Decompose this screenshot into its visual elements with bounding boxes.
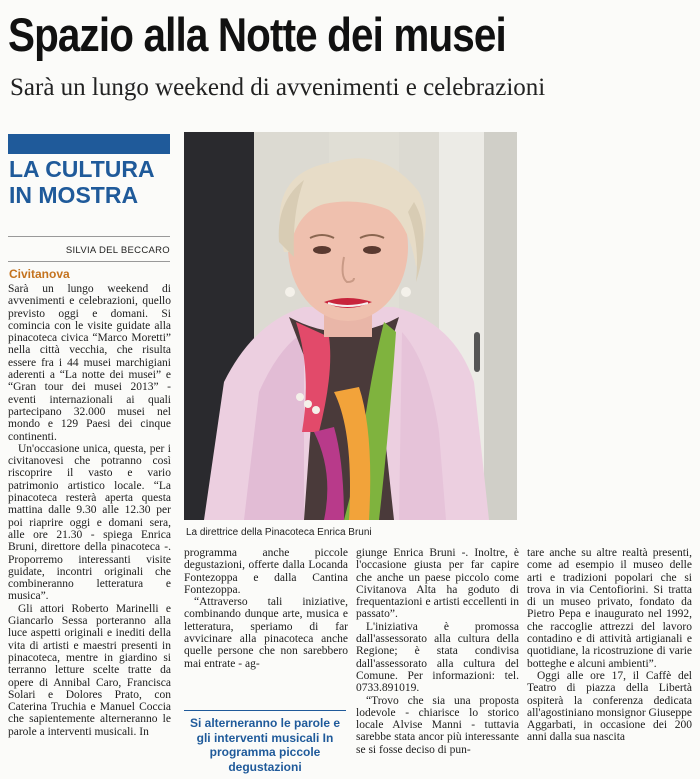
paragraph: Un'occasione unica, questa, per i civitanovesi che potranno così riscoprire il vasto e vario patrimonio artistico locale. “La pinacoteca resterà aperta questa mattina dalle 9.30 alle 12.30 per poi riaprire oggi e domani sera, alle ore 21.30 - spiega Enrica Bruni, direttore della pinacoteca -. Proporremo interessanti visite guidate, incontri originali che combineranno letteratura e musica”.: [8, 442, 171, 603]
subheadline: Sarà un lungo weekend di avvenimenti e celebrazioni: [10, 74, 546, 101]
photo-caption: La direttrice della Pinacoteca Enrica Bruni: [186, 527, 372, 538]
article-column-2: [184, 547, 348, 707]
dateline: Civitanova: [9, 267, 70, 281]
byline-divider: [8, 261, 170, 262]
article-column-1: [8, 283, 171, 775]
paragraph: “Trovo che sia una proposta lodevole - chiarisce lo storico locale Alvise Manni - tuttavia sarebbe stata ancor più interessante se si fosse deciso di pun-: [356, 694, 519, 756]
section-color-bar: [8, 134, 170, 154]
pull-quote-rule-top: [184, 710, 346, 711]
byline: SILVIA DEL BECCARO: [65, 245, 170, 256]
section-label: LA CULTURA IN MOSTRA: [9, 156, 154, 208]
portrait-photo: [184, 132, 517, 520]
portrait-illustration: [184, 132, 517, 520]
paragraph: Oggi alle ore 17, il Caffè del Teatro di piazza della Libertà ospiterà la conferenza dedicata all'agostiniano monsignor Giuseppe Aggarbati, in occasione dei 200 anni dalla sua nascita: [527, 669, 692, 744]
paragraph: programma anche piccole degustazioni, offerte dalla Locanda Fontezoppa e dalla Cantina Fontezoppa.: [184, 547, 348, 596]
paragraph: giunge Enrica Bruni -. Inoltre, è l'occasione giusta per far capire che anche un paese piccolo come Civitanova Alta ha goduto di frequentazioni e artisti eccellenti in passato”.: [356, 547, 519, 621]
paragraph: Sarà un lungo weekend di avvenimenti e celebrazioni, quello previsto oggi e domani. Si comincia con le visite guidate alla pinacoteca civica “Marco Moretti” nella città vecchia, che risulta essere fra i 44 musei marchigiani aderenti a “La notte dei musei” e “Gran tour dei musei 2013” - eventi internazionali ai quali partecipano 32.000 musei nel mondo e 129 Paesi dei cinque continenti.: [8, 283, 171, 443]
pull-quote: Si alterneranno le parole e gli interventi musicali In programma piccole degustazioni: [189, 716, 341, 774]
paragraph: Gli attori Roberto Marinelli e Giancarlo Sessa porteranno alla luce aspetti originali e inediti della vita di artisti e maestri presenti in pinacoteca, mentre in giardino si terranno letture scelte tratte da opere di Annibal Caro, Francisca Solari e Dolores Prato, con Caterina Truchia e Manuel Coccia che sapientemente alterneranno le parole a interventi musicali. In: [8, 602, 171, 738]
article-column-4: [527, 547, 692, 775]
article-column-3: [356, 547, 519, 775]
section-divider: [8, 236, 170, 237]
paragraph: L'iniziativa è promossa dall'assessorato alla cultura della Regione; è stata condivisa dall'assessorato alla cultura del Comune. Per informazioni: tel. 0733.891019.: [356, 620, 519, 695]
headline: Spazio alla Notte dei musei: [8, 8, 506, 61]
paragraph: tare anche su altre realtà presenti, come ad esempio il museo delle arti e tradizioni popolari che si trova in via Centofiorini. Si tratta di un museo privato, fondato da Pietro Pepa e inaugurato nel 1992, che raccoglie attrezzi del lavoro contadino e di attività artigianali e quotidiane, la ricostruzione di varie botteghe e alcuni ambienti”.: [527, 547, 692, 670]
paragraph: “Attraverso tali iniziative, combinando dunque arte, musica e letteratura, speriamo di far avvicinare alla pinacoteca anche quelle persone che non sarebbero mai entrate - ag-: [184, 596, 348, 670]
